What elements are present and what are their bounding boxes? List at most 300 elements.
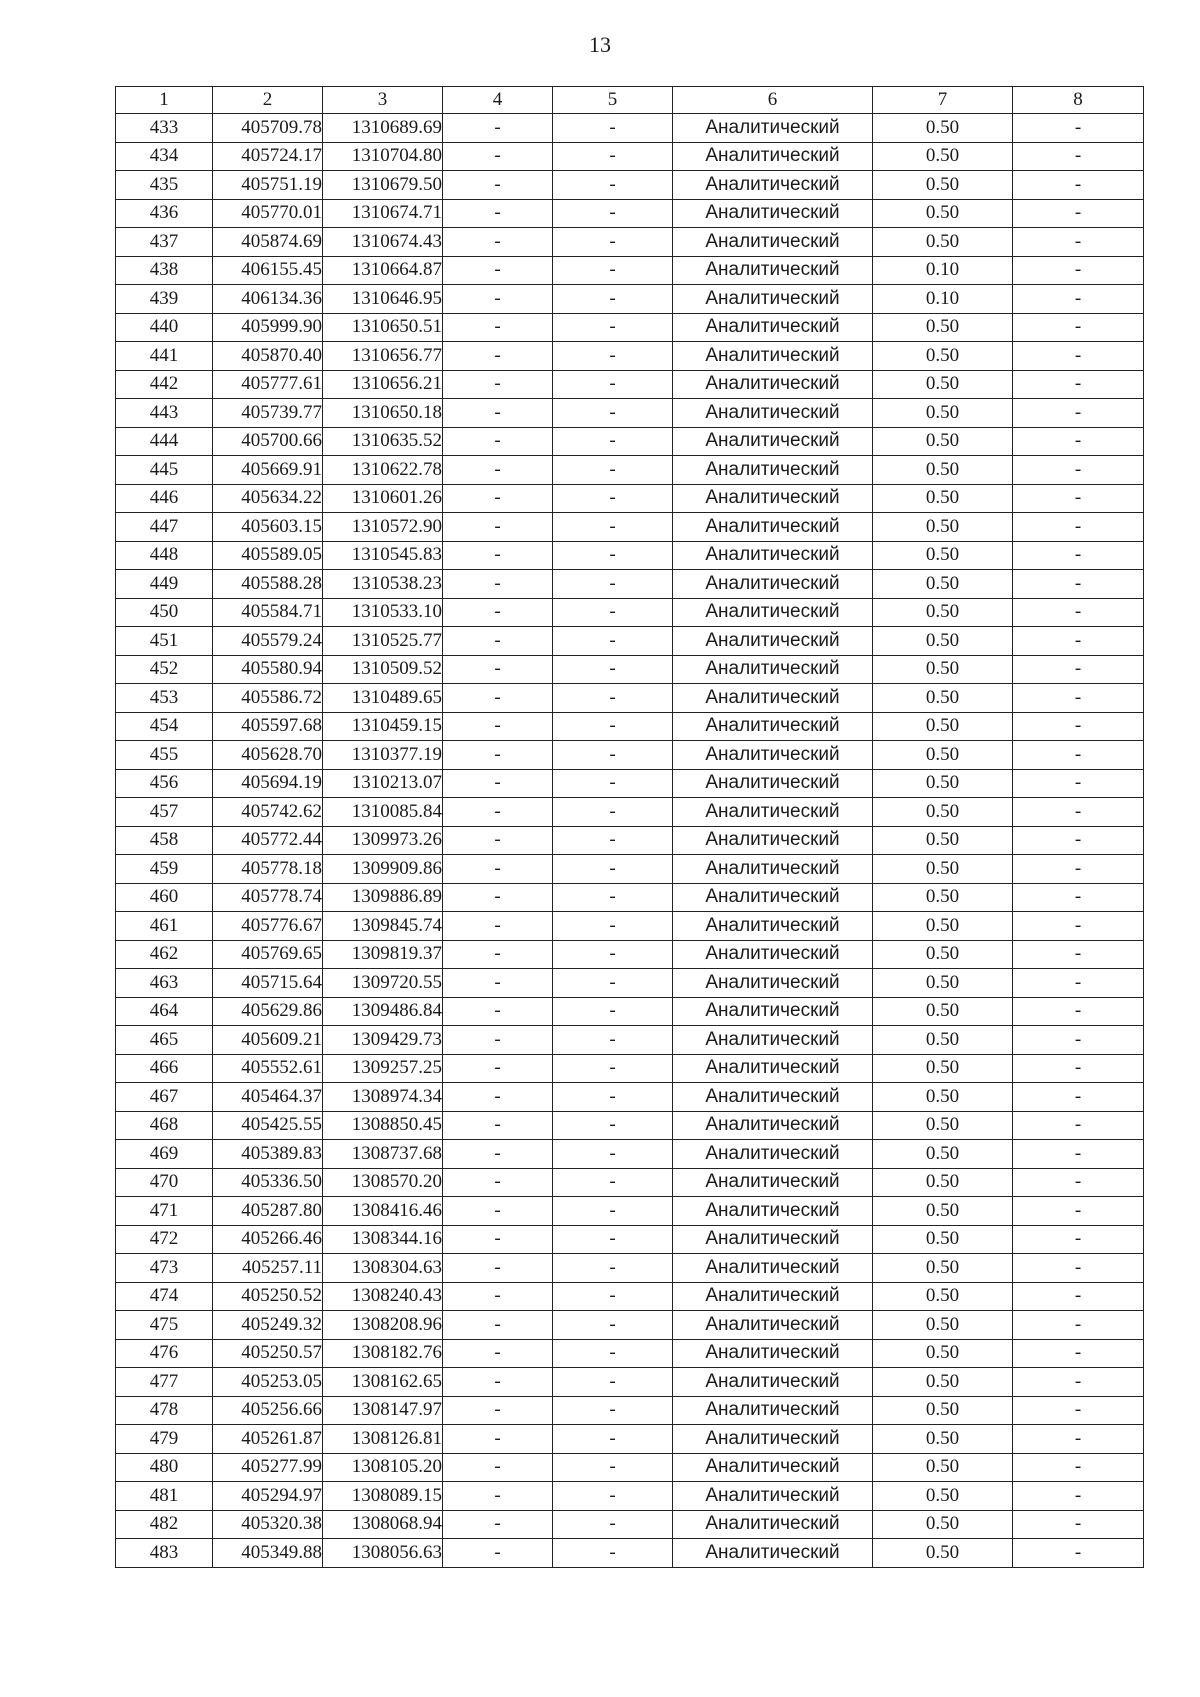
col4-cell: -	[443, 1054, 553, 1083]
col8-cell: -	[1013, 1111, 1144, 1140]
table-row	[116, 855, 1144, 884]
col4-cell: -	[443, 1197, 553, 1226]
accuracy-cell: 0.50	[873, 427, 1013, 456]
col4-cell: -	[443, 427, 553, 456]
table-row	[116, 285, 1144, 314]
x-coordinate-cell: 405609.21	[213, 1026, 323, 1055]
method-cell: Аналитический	[673, 399, 873, 428]
col8-cell: -	[1013, 1225, 1144, 1254]
y-coordinate-cell: 1310656.21	[323, 370, 443, 399]
col8-cell: -	[1013, 1083, 1144, 1112]
x-coordinate-cell: 405874.69	[213, 228, 323, 257]
point-number-cell: 454	[116, 712, 213, 741]
accuracy-cell: 0.50	[873, 741, 1013, 770]
accuracy-cell: 0.50	[873, 997, 1013, 1026]
x-coordinate-cell: 405266.46	[213, 1225, 323, 1254]
method-cell: Аналитический	[673, 513, 873, 542]
table-row	[116, 712, 1144, 741]
col4-cell: -	[443, 969, 553, 998]
coordinates-table	[115, 86, 1144, 1568]
col4-cell: -	[443, 1111, 553, 1140]
y-coordinate-cell: 1309886.89	[323, 883, 443, 912]
accuracy-cell: 0.50	[873, 1282, 1013, 1311]
point-number-cell: 461	[116, 912, 213, 941]
accuracy-cell: 0.50	[873, 370, 1013, 399]
col5-cell: -	[553, 627, 673, 656]
accuracy-cell: 0.50	[873, 342, 1013, 371]
accuracy-cell: 0.50	[873, 1339, 1013, 1368]
method-cell: Аналитический	[673, 1425, 873, 1454]
col8-cell: -	[1013, 313, 1144, 342]
col8-cell: -	[1013, 1026, 1144, 1055]
method-cell: Аналитический	[673, 1368, 873, 1397]
col8-cell: -	[1013, 969, 1144, 998]
method-cell: Аналитический	[673, 598, 873, 627]
col8-cell: -	[1013, 655, 1144, 684]
col4-cell: -	[443, 940, 553, 969]
col4-cell: -	[443, 1083, 553, 1112]
table-row	[116, 171, 1144, 200]
y-coordinate-cell: 1308182.76	[323, 1339, 443, 1368]
x-coordinate-cell: 405250.52	[213, 1282, 323, 1311]
y-coordinate-cell: 1308240.43	[323, 1282, 443, 1311]
col4-cell: -	[443, 1482, 553, 1511]
y-coordinate-cell: 1310679.50	[323, 171, 443, 200]
col4-cell: -	[443, 1453, 553, 1482]
table-row	[116, 1026, 1144, 1055]
accuracy-cell: 0.50	[873, 598, 1013, 627]
table-row	[116, 769, 1144, 798]
col5-cell: -	[553, 883, 673, 912]
col4-cell: -	[443, 1510, 553, 1539]
col8-cell: -	[1013, 399, 1144, 428]
col5-cell: -	[553, 1168, 673, 1197]
accuracy-cell: 0.50	[873, 969, 1013, 998]
col5-cell: -	[553, 1083, 673, 1112]
point-number-cell: 443	[116, 399, 213, 428]
col8-cell: -	[1013, 1054, 1144, 1083]
col5-cell: -	[553, 997, 673, 1026]
accuracy-cell: 0.50	[873, 1168, 1013, 1197]
col8-cell: -	[1013, 427, 1144, 456]
point-number-cell: 473	[116, 1254, 213, 1283]
x-coordinate-cell: 405634.22	[213, 484, 323, 513]
accuracy-cell: 0.50	[873, 1482, 1013, 1511]
col5-cell: -	[553, 1111, 673, 1140]
method-cell: Аналитический	[673, 228, 873, 257]
col8-cell: -	[1013, 826, 1144, 855]
point-number-cell: 483	[116, 1539, 213, 1568]
point-number-cell: 466	[116, 1054, 213, 1083]
point-number-cell: 436	[116, 199, 213, 228]
x-coordinate-cell: 405389.83	[213, 1140, 323, 1169]
y-coordinate-cell: 1310509.52	[323, 655, 443, 684]
x-coordinate-cell: 405778.18	[213, 855, 323, 884]
accuracy-cell: 0.50	[873, 1510, 1013, 1539]
col4-cell: -	[443, 855, 553, 884]
y-coordinate-cell: 1308068.94	[323, 1510, 443, 1539]
x-coordinate-cell: 405261.87	[213, 1425, 323, 1454]
col8-cell: -	[1013, 940, 1144, 969]
table-header-row	[116, 87, 1144, 114]
x-coordinate-cell: 405777.61	[213, 370, 323, 399]
point-number-cell: 467	[116, 1083, 213, 1112]
x-coordinate-cell: 405751.19	[213, 171, 323, 200]
x-coordinate-cell: 405464.37	[213, 1083, 323, 1112]
y-coordinate-cell: 1308974.34	[323, 1083, 443, 1112]
col8-cell: -	[1013, 684, 1144, 713]
col8-cell: -	[1013, 627, 1144, 656]
y-coordinate-cell: 1309909.86	[323, 855, 443, 884]
col5-cell: -	[553, 769, 673, 798]
col8-cell: -	[1013, 1254, 1144, 1283]
point-number-cell: 471	[116, 1197, 213, 1226]
accuracy-cell: 0.10	[873, 285, 1013, 314]
method-cell: Аналитический	[673, 1197, 873, 1226]
x-coordinate-cell: 405253.05	[213, 1368, 323, 1397]
accuracy-cell: 0.50	[873, 1425, 1013, 1454]
y-coordinate-cell: 1310650.18	[323, 399, 443, 428]
point-number-cell: 437	[116, 228, 213, 257]
y-coordinate-cell: 1308089.15	[323, 1482, 443, 1511]
col8-cell: -	[1013, 1197, 1144, 1226]
y-coordinate-cell: 1310646.95	[323, 285, 443, 314]
method-cell: Аналитический	[673, 684, 873, 713]
col5-cell: -	[553, 570, 673, 599]
col8-cell: -	[1013, 142, 1144, 171]
point-number-cell: 477	[116, 1368, 213, 1397]
column-header: 6	[673, 87, 873, 114]
col4-cell: -	[443, 456, 553, 485]
table-row	[116, 199, 1144, 228]
table-row	[116, 114, 1144, 143]
x-coordinate-cell: 405742.62	[213, 798, 323, 827]
table-row	[116, 1453, 1144, 1482]
x-coordinate-cell: 405256.66	[213, 1396, 323, 1425]
col5-cell: -	[553, 1254, 673, 1283]
y-coordinate-cell: 1310650.51	[323, 313, 443, 342]
x-coordinate-cell: 405694.19	[213, 769, 323, 798]
col5-cell: -	[553, 855, 673, 884]
x-coordinate-cell: 405588.28	[213, 570, 323, 599]
accuracy-cell: 0.50	[873, 1083, 1013, 1112]
col4-cell: -	[443, 399, 553, 428]
method-cell: Аналитический	[673, 1054, 873, 1083]
x-coordinate-cell: 405770.01	[213, 199, 323, 228]
x-coordinate-cell: 405579.24	[213, 627, 323, 656]
col4-cell: -	[443, 1339, 553, 1368]
accuracy-cell: 0.50	[873, 171, 1013, 200]
method-cell: Аналитический	[673, 997, 873, 1026]
y-coordinate-cell: 1310704.80	[323, 142, 443, 171]
accuracy-cell: 0.50	[873, 798, 1013, 827]
y-coordinate-cell: 1310533.10	[323, 598, 443, 627]
method-cell: Аналитический	[673, 114, 873, 143]
accuracy-cell: 0.50	[873, 1026, 1013, 1055]
point-number-cell: 478	[116, 1396, 213, 1425]
method-cell: Аналитический	[673, 1111, 873, 1140]
table-row	[116, 1111, 1144, 1140]
col4-cell: -	[443, 1425, 553, 1454]
col8-cell: -	[1013, 912, 1144, 941]
point-number-cell: 433	[116, 114, 213, 143]
table-row	[116, 399, 1144, 428]
method-cell: Аналитический	[673, 1510, 873, 1539]
accuracy-cell: 0.50	[873, 541, 1013, 570]
table-row	[116, 1539, 1144, 1568]
column-header: 7	[873, 87, 1013, 114]
point-number-cell: 442	[116, 370, 213, 399]
x-coordinate-cell: 405776.67	[213, 912, 323, 941]
col4-cell: -	[443, 598, 553, 627]
method-cell: Аналитический	[673, 741, 873, 770]
col4-cell: -	[443, 912, 553, 941]
accuracy-cell: 0.50	[873, 142, 1013, 171]
point-number-cell: 458	[116, 826, 213, 855]
point-number-cell: 470	[116, 1168, 213, 1197]
point-number-cell: 451	[116, 627, 213, 656]
col5-cell: -	[553, 826, 673, 855]
method-cell: Аналитический	[673, 855, 873, 884]
y-coordinate-cell: 1308126.81	[323, 1425, 443, 1454]
method-cell: Аналитический	[673, 627, 873, 656]
accuracy-cell: 0.50	[873, 826, 1013, 855]
table-row	[116, 969, 1144, 998]
x-coordinate-cell: 405715.64	[213, 969, 323, 998]
x-coordinate-cell: 405287.80	[213, 1197, 323, 1226]
method-cell: Аналитический	[673, 1282, 873, 1311]
point-number-cell: 449	[116, 570, 213, 599]
col5-cell: -	[553, 1453, 673, 1482]
table-row	[116, 684, 1144, 713]
col8-cell: -	[1013, 1168, 1144, 1197]
col8-cell: -	[1013, 1425, 1144, 1454]
point-number-cell: 435	[116, 171, 213, 200]
col4-cell: -	[443, 1254, 553, 1283]
col5-cell: -	[553, 1282, 673, 1311]
method-cell: Аналитический	[673, 969, 873, 998]
y-coordinate-cell: 1308850.45	[323, 1111, 443, 1140]
point-number-cell: 434	[116, 142, 213, 171]
col5-cell: -	[553, 655, 673, 684]
table-row	[116, 484, 1144, 513]
table-row	[116, 940, 1144, 969]
point-number-cell: 463	[116, 969, 213, 998]
col4-cell: -	[443, 570, 553, 599]
x-coordinate-cell: 405700.66	[213, 427, 323, 456]
accuracy-cell: 0.50	[873, 940, 1013, 969]
accuracy-cell: 0.50	[873, 769, 1013, 798]
point-number-cell: 482	[116, 1510, 213, 1539]
y-coordinate-cell: 1310085.84	[323, 798, 443, 827]
col5-cell: -	[553, 741, 673, 770]
y-coordinate-cell: 1310377.19	[323, 741, 443, 770]
col5-cell: -	[553, 114, 673, 143]
col5-cell: -	[553, 969, 673, 998]
column-header: 5	[553, 87, 673, 114]
x-coordinate-cell: 405628.70	[213, 741, 323, 770]
col8-cell: -	[1013, 1282, 1144, 1311]
accuracy-cell: 0.50	[873, 513, 1013, 542]
accuracy-cell: 0.50	[873, 456, 1013, 485]
point-number-cell: 476	[116, 1339, 213, 1368]
accuracy-cell: 0.50	[873, 1140, 1013, 1169]
col8-cell: -	[1013, 598, 1144, 627]
col4-cell: -	[443, 1225, 553, 1254]
col5-cell: -	[553, 399, 673, 428]
col8-cell: -	[1013, 484, 1144, 513]
method-cell: Аналитический	[673, 313, 873, 342]
point-number-cell: 439	[116, 285, 213, 314]
col5-cell: -	[553, 712, 673, 741]
method-cell: Аналитический	[673, 1168, 873, 1197]
accuracy-cell: 0.50	[873, 1225, 1013, 1254]
table-row	[116, 741, 1144, 770]
point-number-cell: 452	[116, 655, 213, 684]
col4-cell: -	[443, 997, 553, 1026]
col4-cell: -	[443, 1026, 553, 1055]
x-coordinate-cell: 405580.94	[213, 655, 323, 684]
x-coordinate-cell: 405277.99	[213, 1453, 323, 1482]
col4-cell: -	[443, 627, 553, 656]
table-row	[116, 370, 1144, 399]
col8-cell: -	[1013, 741, 1144, 770]
accuracy-cell: 0.50	[873, 199, 1013, 228]
x-coordinate-cell: 405778.74	[213, 883, 323, 912]
table-row	[116, 1282, 1144, 1311]
col4-cell: -	[443, 313, 553, 342]
y-coordinate-cell: 1310674.71	[323, 199, 443, 228]
method-cell: Аналитический	[673, 1539, 873, 1568]
col5-cell: -	[553, 456, 673, 485]
x-coordinate-cell: 405603.15	[213, 513, 323, 542]
table-row	[116, 912, 1144, 941]
col8-cell: -	[1013, 570, 1144, 599]
method-cell: Аналитический	[673, 1453, 873, 1482]
x-coordinate-cell: 405250.57	[213, 1339, 323, 1368]
point-number-cell: 456	[116, 769, 213, 798]
method-cell: Аналитический	[673, 456, 873, 485]
table-row	[116, 1083, 1144, 1112]
y-coordinate-cell: 1308147.97	[323, 1396, 443, 1425]
method-cell: Аналитический	[673, 1026, 873, 1055]
accuracy-cell: 0.50	[873, 484, 1013, 513]
col8-cell: -	[1013, 114, 1144, 143]
table-row	[116, 997, 1144, 1026]
table-row	[116, 427, 1144, 456]
x-coordinate-cell: 405552.61	[213, 1054, 323, 1083]
table-row	[116, 627, 1144, 656]
x-coordinate-cell: 406155.45	[213, 256, 323, 285]
accuracy-cell: 0.10	[873, 256, 1013, 285]
table-row	[116, 1510, 1144, 1539]
table-row	[116, 1311, 1144, 1340]
y-coordinate-cell: 1310525.77	[323, 627, 443, 656]
y-coordinate-cell: 1308304.63	[323, 1254, 443, 1283]
method-cell: Аналитический	[673, 1083, 873, 1112]
col5-cell: -	[553, 1197, 673, 1226]
x-coordinate-cell: 405870.40	[213, 342, 323, 371]
table-row	[116, 1254, 1144, 1283]
col8-cell: -	[1013, 199, 1144, 228]
point-number-cell: 464	[116, 997, 213, 1026]
x-coordinate-cell: 405629.86	[213, 997, 323, 1026]
table-row	[116, 513, 1144, 542]
x-coordinate-cell: 405769.65	[213, 940, 323, 969]
col5-cell: -	[553, 171, 673, 200]
point-number-cell: 460	[116, 883, 213, 912]
col8-cell: -	[1013, 228, 1144, 257]
method-cell: Аналитический	[673, 940, 873, 969]
col5-cell: -	[553, 285, 673, 314]
col8-cell: -	[1013, 285, 1144, 314]
col8-cell: -	[1013, 541, 1144, 570]
col4-cell: -	[443, 228, 553, 257]
col8-cell: -	[1013, 1453, 1144, 1482]
accuracy-cell: 0.50	[873, 712, 1013, 741]
column-header: 2	[213, 87, 323, 114]
col8-cell: -	[1013, 883, 1144, 912]
y-coordinate-cell: 1308416.46	[323, 1197, 443, 1226]
accuracy-cell: 0.50	[873, 1539, 1013, 1568]
col5-cell: -	[553, 541, 673, 570]
y-coordinate-cell: 1309973.26	[323, 826, 443, 855]
accuracy-cell: 0.50	[873, 1197, 1013, 1226]
method-cell: Аналитический	[673, 826, 873, 855]
y-coordinate-cell: 1310622.78	[323, 456, 443, 485]
point-number-cell: 481	[116, 1482, 213, 1511]
point-number-cell: 455	[116, 741, 213, 770]
col5-cell: -	[553, 940, 673, 969]
accuracy-cell: 0.50	[873, 1111, 1013, 1140]
table-row	[116, 342, 1144, 371]
accuracy-cell: 0.50	[873, 627, 1013, 656]
col5-cell: -	[553, 199, 673, 228]
col8-cell: -	[1013, 997, 1144, 1026]
col8-cell: -	[1013, 1482, 1144, 1511]
method-cell: Аналитический	[673, 798, 873, 827]
x-coordinate-cell: 405999.90	[213, 313, 323, 342]
y-coordinate-cell: 1310674.43	[323, 228, 443, 257]
col8-cell: -	[1013, 798, 1144, 827]
x-coordinate-cell: 405320.38	[213, 1510, 323, 1539]
point-number-cell: 453	[116, 684, 213, 713]
accuracy-cell: 0.50	[873, 883, 1013, 912]
method-cell: Аналитический	[673, 883, 873, 912]
x-coordinate-cell: 405586.72	[213, 684, 323, 713]
method-cell: Аналитический	[673, 199, 873, 228]
table-row	[116, 1482, 1144, 1511]
point-number-cell: 440	[116, 313, 213, 342]
method-cell: Аналитический	[673, 1254, 873, 1283]
x-coordinate-cell: 405589.05	[213, 541, 323, 570]
col4-cell: -	[443, 712, 553, 741]
col8-cell: -	[1013, 1510, 1144, 1539]
col5-cell: -	[553, 1539, 673, 1568]
table-row	[116, 1140, 1144, 1169]
accuracy-cell: 0.50	[873, 114, 1013, 143]
y-coordinate-cell: 1308162.65	[323, 1368, 443, 1397]
col4-cell: -	[443, 798, 553, 827]
x-coordinate-cell: 405709.78	[213, 114, 323, 143]
method-cell: Аналитический	[673, 1396, 873, 1425]
col8-cell: -	[1013, 370, 1144, 399]
y-coordinate-cell: 1310664.87	[323, 256, 443, 285]
method-cell: Аналитический	[673, 769, 873, 798]
point-number-cell: 448	[116, 541, 213, 570]
col5-cell: -	[553, 427, 673, 456]
accuracy-cell: 0.50	[873, 1396, 1013, 1425]
